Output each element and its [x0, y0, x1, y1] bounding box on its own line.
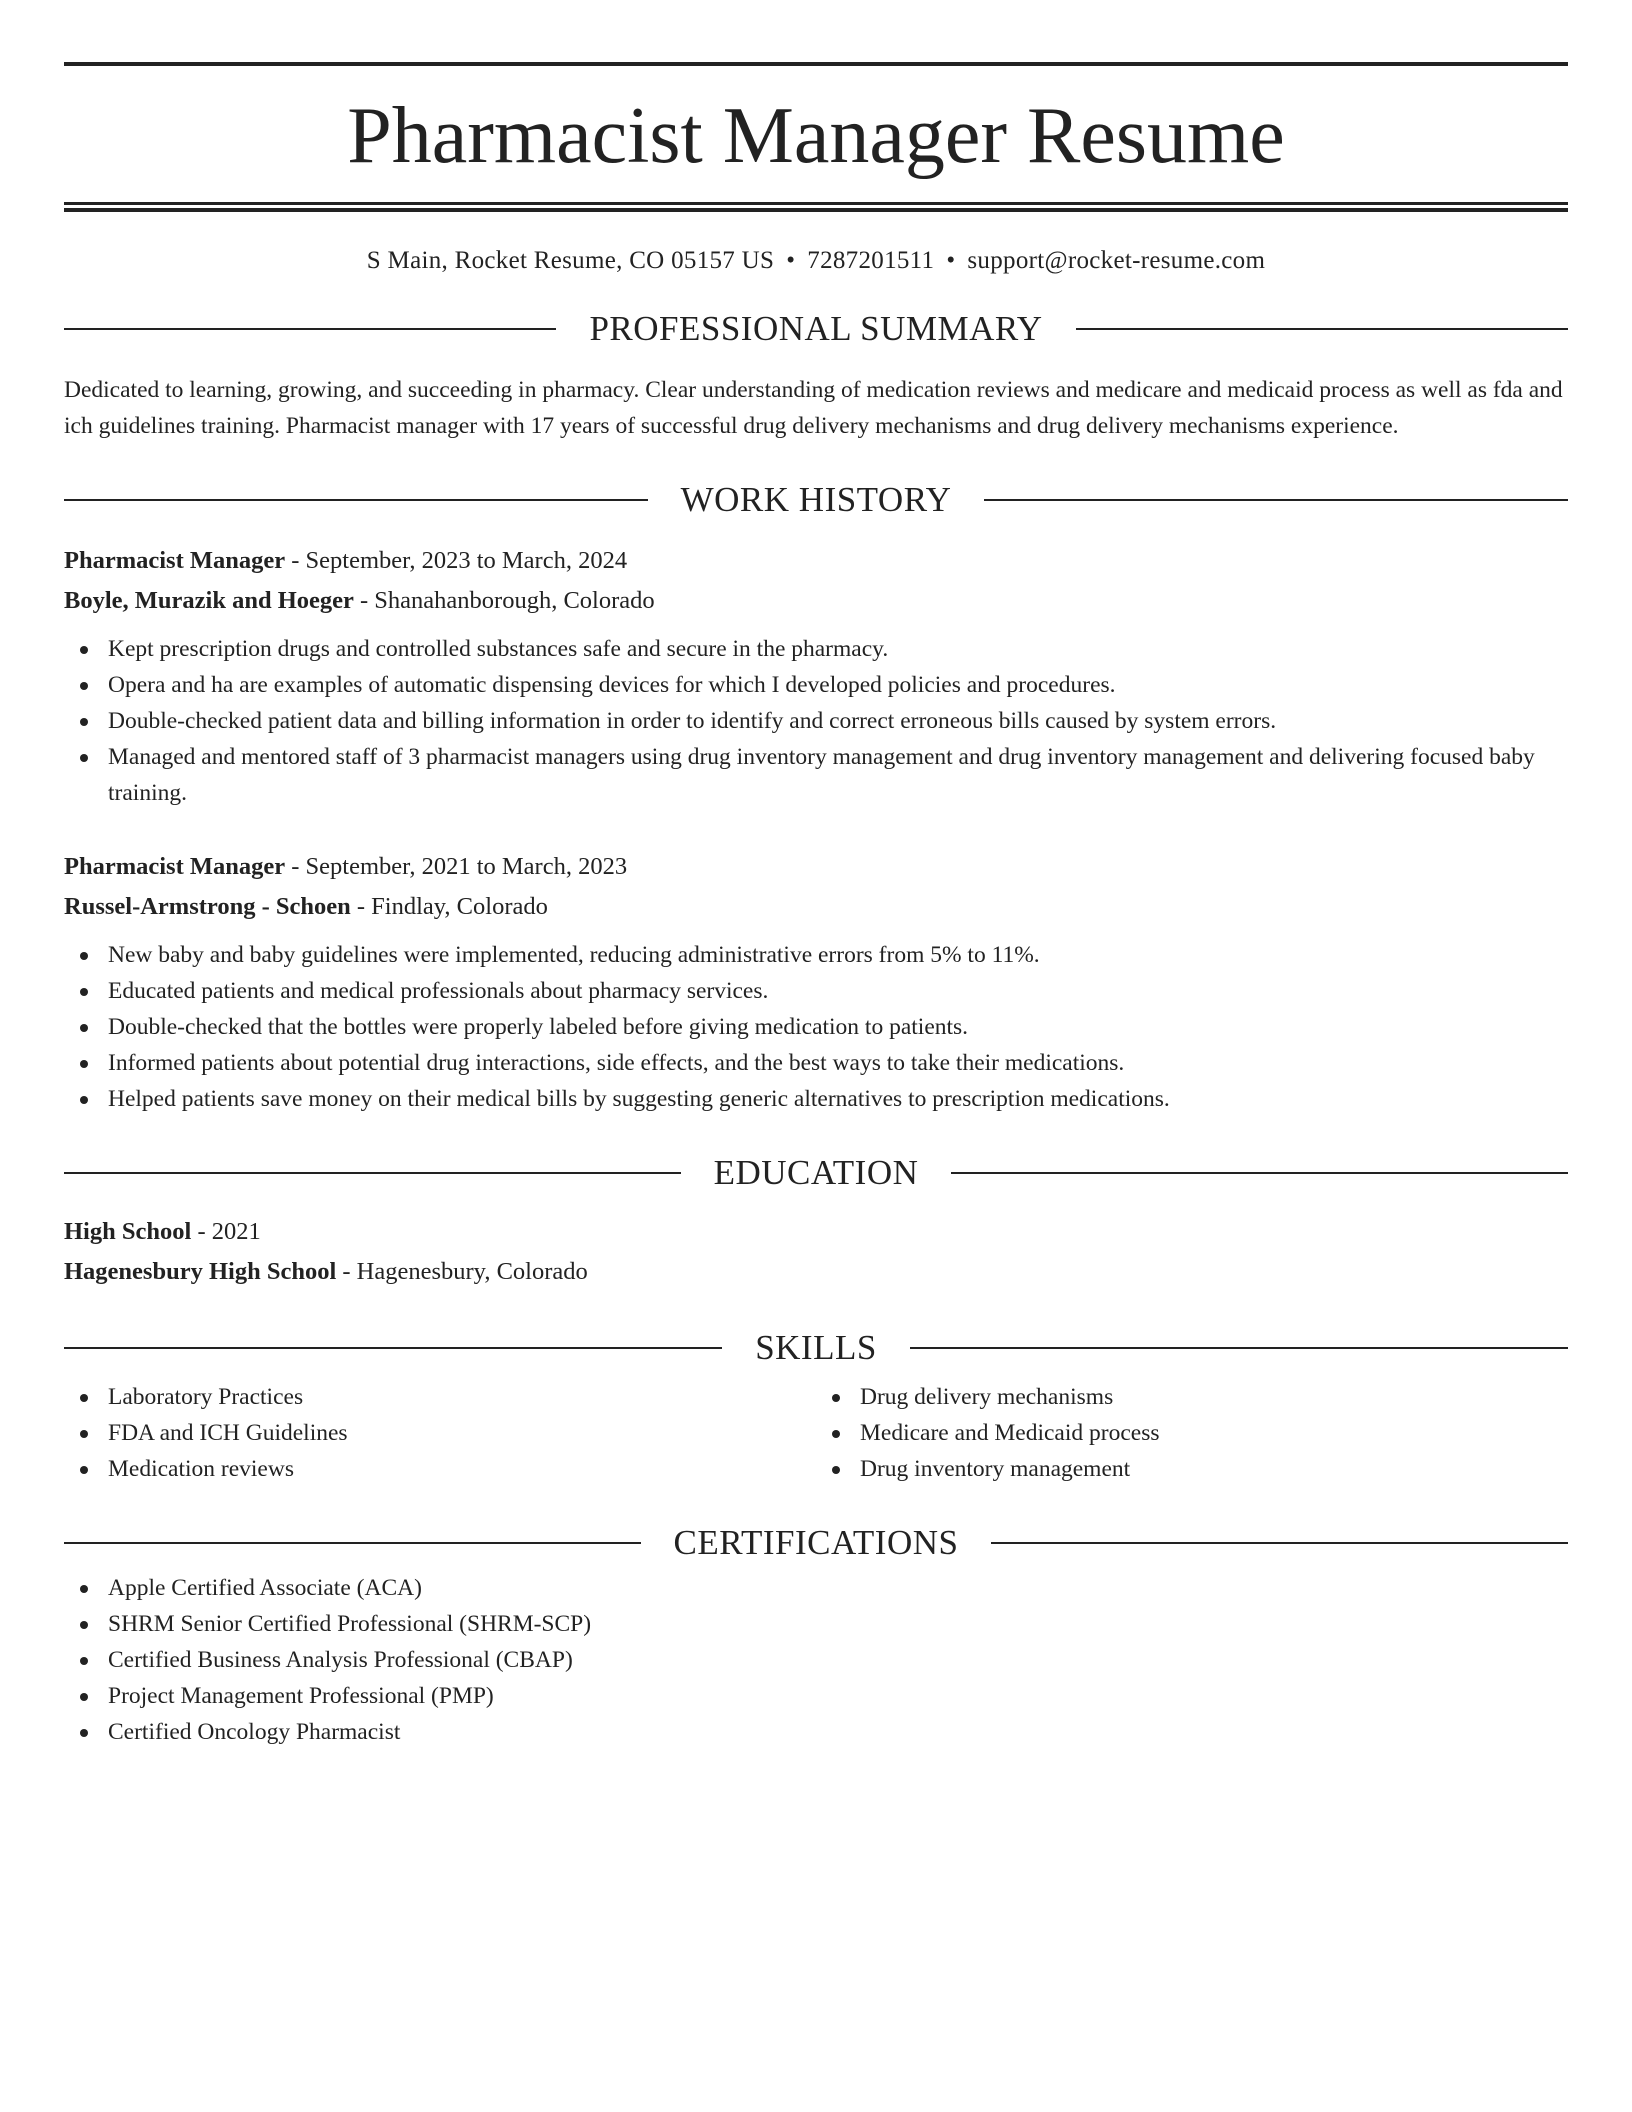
job-company: Russel-Armstrong - Schoen — [64, 893, 351, 920]
job-bullets — [64, 937, 1568, 1117]
job-company: Boyle, Murazik and Hoeger — [64, 587, 354, 614]
heading-rule-right — [1076, 328, 1568, 330]
skill-item: Medication reviews — [64, 1451, 816, 1487]
heading-rule-right — [991, 1542, 1568, 1544]
heading-rule-left — [64, 328, 556, 330]
skills-column-left — [64, 1379, 816, 1487]
heading-rule-left — [64, 499, 648, 501]
contact-address: S Main, Rocket Resume, CO 05157 US — [366, 247, 775, 274]
education-degree: High School — [64, 1218, 192, 1245]
skill-item: FDA and ICH Guidelines — [64, 1415, 816, 1451]
certification-item: Certified Business Analysis Professional (CBAP) — [64, 1642, 1568, 1678]
title-double-rule — [64, 202, 1568, 212]
section-heading-work — [64, 482, 1568, 517]
section-heading-certifications — [64, 1525, 1568, 1560]
summary-text: Dedicated to learning, growing, and succeeding in pharmacy. Clear understanding of medication reviews and medicare and medicaid process as well as fda and ich guidelines training. Pharmacist manager with 17 years of successful drug delivery mechanisms and drug delivery mechanisms experience. — [64, 377, 1563, 439]
certification-item: Certified Oncology Pharmacist — [64, 1714, 1568, 1750]
job-title: Pharmacist Manager — [64, 547, 286, 574]
education-location: - Hagenesbury, Colorado — [336, 1258, 588, 1285]
contact-separator: • — [786, 247, 796, 274]
job-bullet: Kept prescription drugs and controlled substances safe and secure in the pharmacy. — [64, 631, 1568, 667]
job-title: Pharmacist Manager — [64, 853, 286, 880]
job-dates: - September, 2021 to March, 2023 — [285, 853, 628, 880]
education-year: - 2021 — [191, 1218, 261, 1245]
job-bullets — [64, 631, 1568, 811]
contact-phone: 7287201511 — [807, 247, 935, 274]
skill-item: Medicare and Medicaid process — [816, 1415, 1568, 1451]
education-entry — [64, 1212, 1568, 1292]
job-company-line — [64, 887, 1568, 927]
section-heading-summary — [64, 311, 1568, 346]
skill-item: Drug inventory management — [816, 1451, 1568, 1487]
contact-separator: • — [946, 247, 956, 274]
job-entry — [64, 541, 1568, 811]
skill-item: Laboratory Practices — [64, 1379, 816, 1415]
contact-line — [64, 248, 1568, 273]
section-heading-skills — [64, 1330, 1568, 1365]
section-title: PROFESSIONAL SUMMARY — [589, 309, 1043, 348]
education-school: Hagenesbury High School — [64, 1258, 337, 1285]
heading-rule-left — [64, 1542, 641, 1544]
top-rule — [64, 62, 1568, 66]
heading-rule-right — [910, 1347, 1568, 1349]
job-entry — [64, 847, 1568, 1117]
section-title: CERTIFICATIONS — [673, 1523, 959, 1562]
job-bullet: Informed patients about potential drug interactions, side effects, and the best ways to take their medications. — [64, 1045, 1568, 1081]
skill-item: Drug delivery mechanisms — [816, 1379, 1568, 1415]
skills-column-right — [816, 1379, 1568, 1487]
education-degree-line — [64, 1212, 1568, 1252]
section-title: SKILLS — [755, 1328, 877, 1367]
job-company-line — [64, 581, 1568, 621]
section-heading-education — [64, 1155, 1568, 1190]
section-title: EDUCATION — [713, 1153, 919, 1192]
education-school-line — [64, 1252, 1568, 1292]
section-title: WORK HISTORY — [680, 480, 952, 519]
heading-rule-right — [951, 1172, 1568, 1174]
job-location: - Findlay, Colorado — [350, 893, 548, 920]
certifications-list — [64, 1570, 1568, 1750]
job-bullet: Opera and ha are examples of automatic dispensing devices for which I developed policies and procedures. — [64, 667, 1568, 703]
heading-rule-left — [64, 1172, 681, 1174]
certification-item: SHRM Senior Certified Professional (SHRM-SCP) — [64, 1606, 1568, 1642]
job-bullet: Helped patients save money on their medical bills by suggesting generic alternatives to prescription medications. — [64, 1081, 1568, 1117]
job-bullet: Managed and mentored staff of 3 pharmacist managers using drug inventory management and drug inventory management and delivering focused baby training. — [64, 739, 1568, 811]
certification-item: Apple Certified Associate (ACA) — [64, 1570, 1568, 1606]
job-title-line — [64, 847, 1568, 887]
job-bullet: Educated patients and medical professionals about pharmacy services. — [64, 973, 1568, 1009]
heading-rule-right — [984, 499, 1568, 501]
job-bullet: Double-checked patient data and billing information in order to identify and correct erroneous bills caused by system errors. — [64, 703, 1568, 739]
job-bullet: New baby and baby guidelines were implemented, reducing administrative errors from 5% to 11%. — [64, 937, 1568, 973]
job-title-line — [64, 541, 1568, 581]
skills-grid — [64, 1379, 1568, 1487]
job-bullet: Double-checked that the bottles were properly labeled before giving medication to patients. — [64, 1009, 1568, 1045]
job-location: - Shanahanborough, Colorado — [353, 587, 655, 614]
heading-rule-left — [64, 1347, 722, 1349]
job-dates: - September, 2023 to March, 2024 — [285, 547, 628, 574]
resume-title: Pharmacist Manager Resume — [347, 92, 1285, 180]
contact-email: support@rocket-resume.com — [967, 247, 1266, 274]
certification-item: Project Management Professional (PMP) — [64, 1678, 1568, 1714]
